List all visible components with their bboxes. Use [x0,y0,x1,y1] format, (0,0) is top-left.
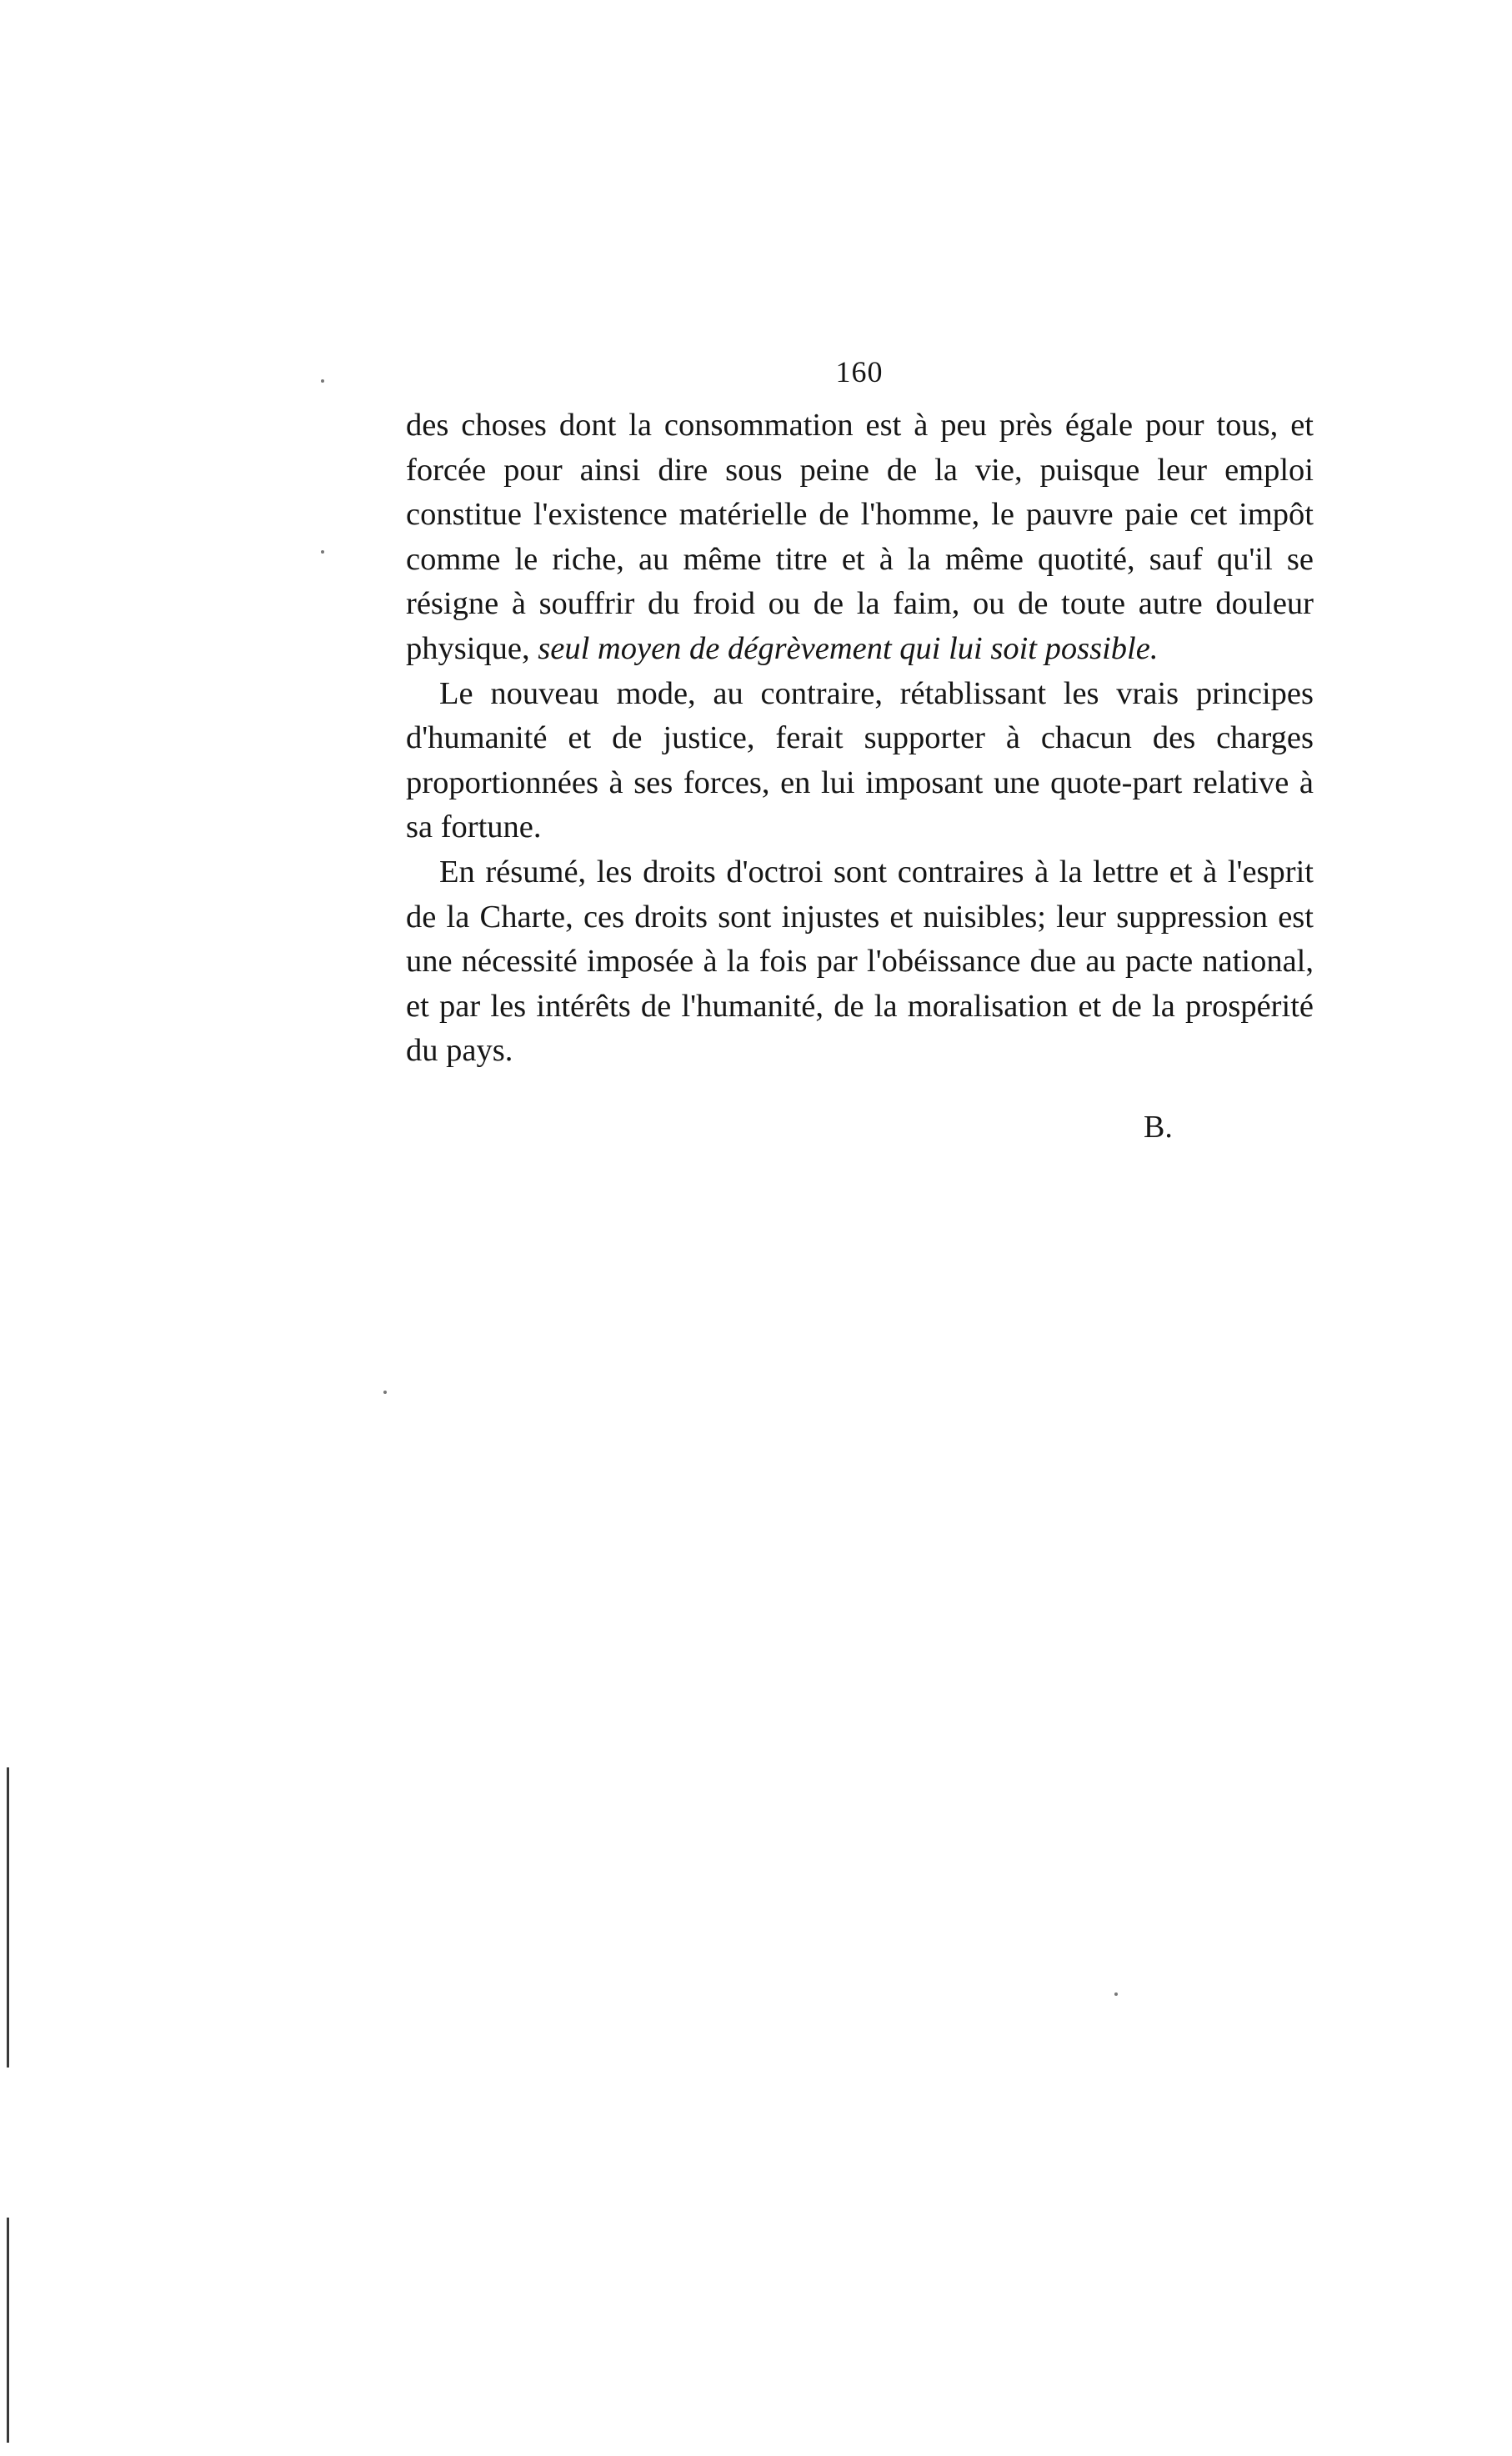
scan-speck [321,379,324,383]
paragraph-1-text: des choses dont la consommation est à peu près égale pour tous, et forcée pour ainsi dire sous peine de la vie, puisque leur emploi constitue l'existence matérielle de l'homme, le pauvre paie cet impôt comme le riche, au même titre et à la même quotité, sauf qu'il se résigne à souffrir du froid ou de la faim, ou de toute autre douleur physique, [406,408,1314,666]
scan-margin-line [7,2218,9,2443]
signature: B. [1144,1110,1173,1145]
scan-speck [383,1391,387,1394]
scan-speck [1114,1992,1118,1996]
body-text [406,403,1314,1074]
page-number: 160 [835,355,884,388]
paragraph-2: Le nouveau mode, au contraire, rétablissant les vrais principes d'humanité et de justice, ferait supporter à chacun des charges proportionnées à ses forces, en lui imposant une quote-part relative à sa fortune. [406,675,1314,845]
paragraph-3: En résumé, les droits d'octroi sont contraires à la lettre et à l'esprit de la Charte, ces droits sont injustes et nuisibles; leur suppression est une nécessité imposée à la fois par l'obéissance due au pacte national, et par les intérêts de l'humanité, de la moralisation et de la prospérité du pays. [406,854,1314,1069]
paragraph-1 [406,403,1314,672]
scan-speck [321,550,324,554]
scan-margin-line [7,1767,9,2068]
paragraph-1-italic: seul moyen de dégrèvement qui lui soit possible. [538,630,1159,666]
